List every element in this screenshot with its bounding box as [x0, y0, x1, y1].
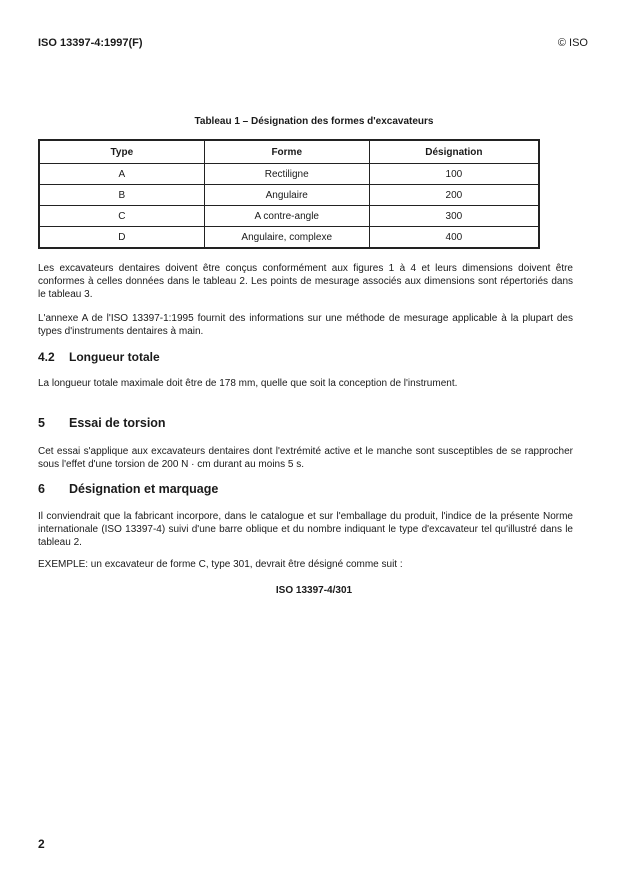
section-heading-4-2	[38, 350, 160, 364]
table-row	[39, 164, 539, 185]
table-cell: 400	[369, 227, 539, 249]
table-cell: A	[39, 164, 204, 185]
document-reference: ISO 13397-4:1997(F)	[38, 37, 143, 49]
column-header: Type	[39, 140, 204, 164]
paragraph-annex: L'annexe A de l'ISO 13397-1:1995 fournit des informations sur une méthode de mesurage applicable à la plupart des types d'instruments dentaires à main.	[38, 313, 573, 337]
table-cell: 100	[369, 164, 539, 185]
table-cell: C	[39, 206, 204, 227]
column-header: Désignation	[369, 140, 539, 164]
table-row	[39, 206, 539, 227]
paragraph-torsion: Cet essai s'applique aux excavateurs dentaires dont l'extrémité active et le manche sont susceptibles de se rapprocher sous l'effet d'une torsion de 200 N · cm durant au moins 5 s.	[38, 446, 573, 470]
table-row	[39, 227, 539, 249]
paragraph-marking: Il conviendrait que la fabricant incorpore, dans le catalogue et sur l'emballage du produit, l'indice de la présente Norme internationale (ISO 13397-4) suivi d'une barre oblique et du nombre indiquant le type d'excavateur tel qu'illustré dans le tableau 2.	[38, 511, 573, 548]
copyright-notice: © ISO	[557, 37, 588, 49]
table-cell: Angulaire	[204, 185, 369, 206]
section-number: 6	[38, 482, 45, 496]
table-title: Tableau 1 – Désignation des formes d'excavateurs	[194, 116, 434, 127]
table-cell: Rectiligne	[204, 164, 369, 185]
column-header: Forme	[204, 140, 369, 164]
table-cell: 200	[369, 185, 539, 206]
table-cell: D	[39, 227, 204, 249]
section-heading-6	[38, 482, 218, 496]
section-title: Désignation et marquage	[69, 482, 219, 496]
designation-table	[38, 139, 540, 249]
section-title: Longueur totale	[69, 350, 160, 364]
designation-example: ISO 13397-4/301	[275, 585, 353, 596]
section-heading-5	[38, 416, 166, 430]
paragraph-conformity: Les excavateurs dentaires doivent être conçus conformément aux figures 1 à 4 et leurs dimensions doivent être conformes à celles données dans le tableau 2. Les points de mesurage associés aux dimensions sont répertoriés dans le tableau 3.	[38, 263, 573, 300]
section-number: 4.2	[38, 350, 55, 364]
table-cell: Angulaire, complexe	[204, 227, 369, 249]
section-title: Essai de torsion	[69, 416, 166, 430]
section-number: 5	[38, 416, 45, 430]
paragraph-length: La longueur totale maximale doit être de 178 mm, quelle que soit la conception de l'instrument.	[38, 378, 458, 389]
table-row	[39, 185, 539, 206]
example-text: EXEMPLE: un excavateur de forme C, type 301, devrait être désigné comme suit :	[38, 559, 403, 570]
table-cell: B	[39, 185, 204, 206]
table-cell: 300	[369, 206, 539, 227]
page-number: 2	[38, 837, 45, 851]
table-header-row	[39, 140, 539, 164]
table-cell: A contre-angle	[204, 206, 369, 227]
